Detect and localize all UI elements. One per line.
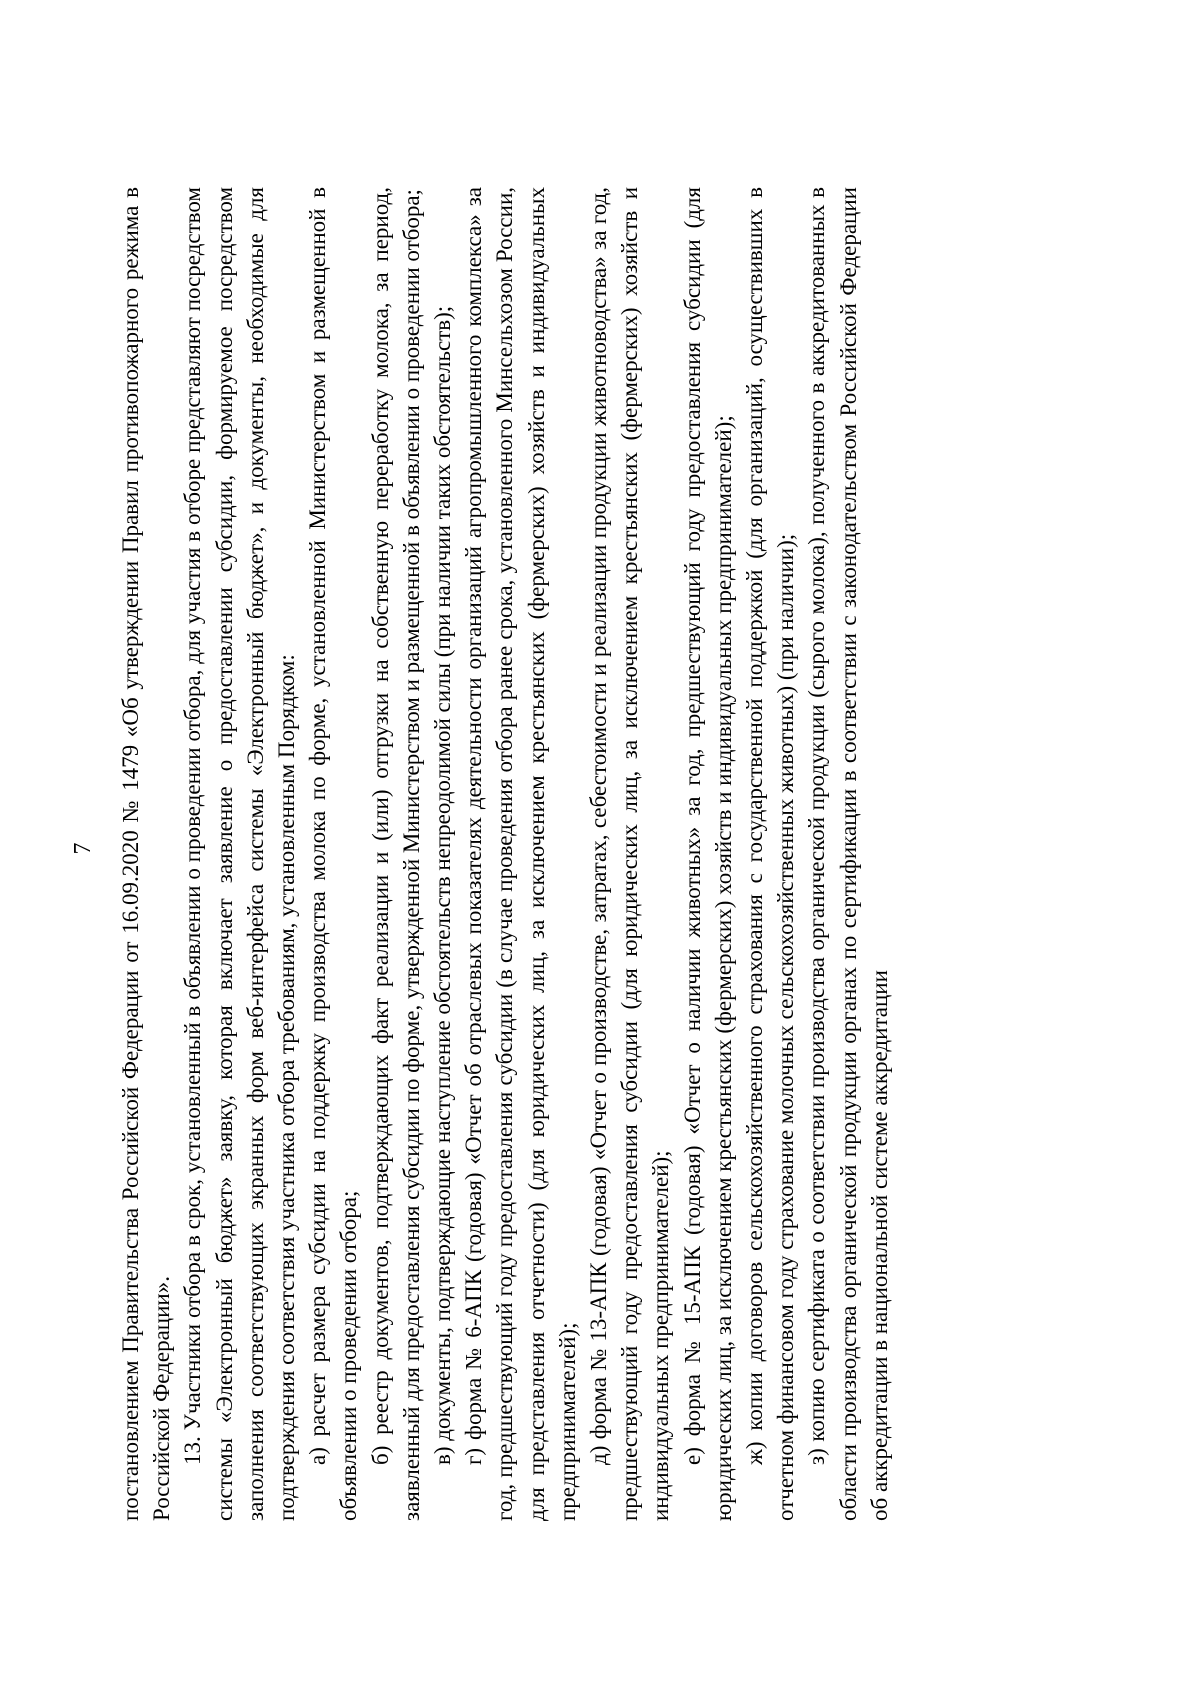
list-item-zh: ж) копии договоров сельскохозяйственного страхования с государственной поддержкой (для организаций, осуществивших в отчетном финансовом году страхование молочных сельскохозяйственных животных) (при наличии); [742,187,799,1521]
document-body [115,187,895,1521]
page-number: 7 [70,842,96,855]
list-item-z: з) копию сертификата о соответствии производства органической продукции (сырого молока), полученного в аккредитованных в области производства органической продукции органах по сертификации в соответствии с законодательством Российской Федерации об аккредитации в национальной системе аккредитации [804,187,892,1521]
list-item-e: е) форма № 15-АПК (годовая) «Отчет о наличии животных» за год, предшествующий году предоставления субсидии (для юридических лиц, за исключением крестьянских (фермерских) хозяйств и индивидуальных предпринимателей); [679,187,736,1521]
paragraph-13-participants: 13. Участники отбора в срок, установленный в объявлении о проведении отбора, для участия в отборе представляют посредством системы «Электронный бюджет» заявку, которая включает заявление о предоставлении субсидии, формируемое посредством заполнения соответствующих экранных форм веб-интерфейса системы «Электронный бюджет», и документы, необходимые для подтверждения соответствия участника отбора требованиям, установленным Порядком: [180,187,300,1521]
list-item-g: г) форма № 6-АПК (годовая) «Отчет об отраслевых показателях деятельности организаций агропромышленного комплекса» за год, предшествующий году предоставления субсидии (в случае проведения отбора ранее срока, установленного Минсельхозом России, для представления отчетности) (для юридических лиц, за исключением крестьянских (фермерских) хозяйств и индивидуальных предпринимателей); [461,187,580,1521]
list-item-d: д) форма № 13-АПК (годовая) «Отчет о производстве, затратах, себестоимости и реализации продукции животноводства» за год, предшествующий году предоставления субсидии (для юридических лиц, за исключением крестьянских (фермерских) хозяйств и индивидуальных предпринимателей); [586,187,674,1521]
paragraph-decree-reference: постановлением Правительства Российской Федерации от 16.09.2020 № 1479 «Об утверждении Правил противопожарного режима в Российской Федерации». [118,187,175,1521]
list-item-a: а) расчет размера субсидии на поддержку производства молока по форме, установленной Министерством и размещенной в объявлении о проведении отбора; [305,187,362,1521]
list-item-v: в) документы, подтверждающие наступление обстоятельств непреодолимой силы (при наличии таких обстоятельств); [430,305,456,1465]
list-item-b: б) реестр документов, подтверждающих факт реализации и (или) отгрузки на собственную переработку молока, за период, заявленный для предоставления субсидии по форме, утвержденной Министерством и размещенной в объявлении о проведении отбора; [367,187,424,1521]
